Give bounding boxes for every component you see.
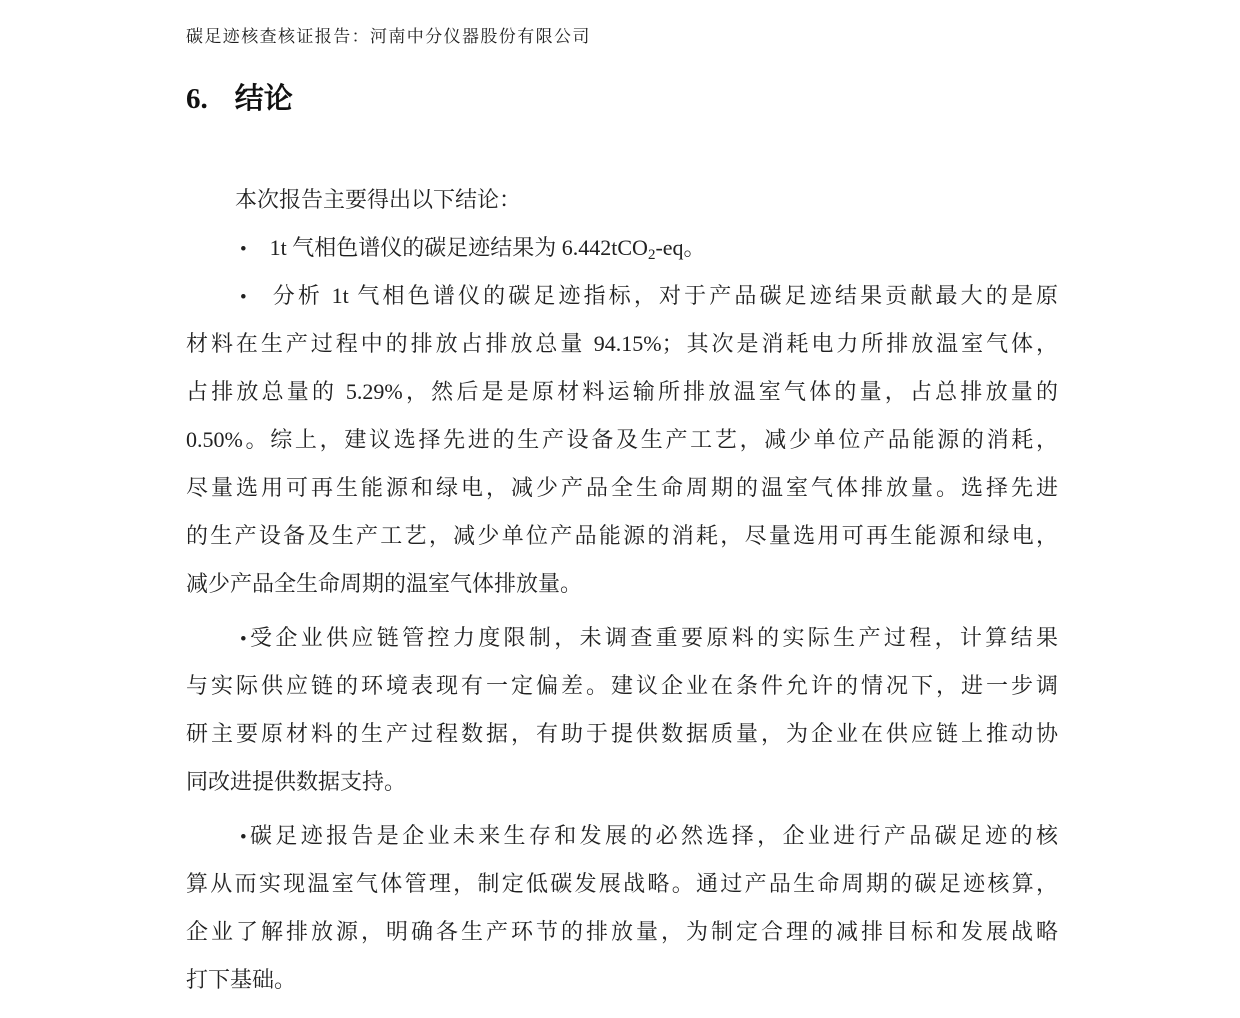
bullet-item-1-text-pre: 1t 气相色谱仪的碳足迹结果为 6.442tCO [269, 235, 648, 260]
paragraph-4-line-3: 企业了解排放源，明确各生产环节的排放量，为制定合理的减排目标和发展战略 [186, 919, 1058, 944]
paragraph-3-line-2: 与实际供应链的环境表现有一定偏差。建议企业在条件允许的情况下，进一步调 [186, 673, 1058, 698]
paragraph-4-line-4: 打下基础。 [186, 967, 297, 992]
heading-number: 6. [186, 83, 208, 115]
bullet-item-2-line-5: 尽量选用可再生能源和绿电，减少产品全生命周期的温室气体排放量。选择先进 [186, 475, 1058, 500]
paragraph-4-line-2: 算从而实现温室气体管理，制定低碳发展战略。通过产品生命周期的碳足迹核算， [186, 871, 1058, 896]
bullet-icon: • [240, 629, 247, 650]
bullet-item-2-text: 分析 1t 气相色谱仪的碳足迹指标，对于产品碳足迹结果贡献最大的是原 [269, 283, 1058, 308]
paragraph-3-line-4: 同改进提供数据支持。 [186, 769, 407, 794]
bullet-icon: • [240, 827, 247, 848]
paragraph-3-text: 受企业供应链管控力度限制，未调查重要原料的实际生产过程，计算结果 [246, 625, 1058, 650]
bullet-item-2-line-2: 材料在生产过程中的排放占排放总量 94.15%；其次是消耗电力所排放温室气体， [186, 331, 1058, 356]
paragraph-4-text: 碳足迹报告是企业未来生存和发展的必然选择，企业进行产品碳足迹的核 [246, 823, 1058, 848]
bullet-item-2-line-3: 占排放总量的 5.29%，然后是是原材料运输所排放温室气体的量，占总排放量的 [186, 379, 1058, 404]
co2-subscript: 2 [647, 247, 656, 263]
paragraph-3-line-1 [186, 614, 1058, 662]
paragraph-3-line-3: 研主要原材料的生产过程数据，有助于提供数据质量，为企业在供应链上推动协 [186, 721, 1058, 746]
heading-title: 结论 [234, 83, 293, 115]
bullet-item-2-line-7: 减少产品全生命周期的温室气体排放量。 [186, 571, 583, 596]
bullet-item-2-line-1 [186, 272, 1058, 320]
bullet-icon: • [240, 239, 247, 260]
report-header: 碳足迹核查核证报告：河南中分仪器股份有限公司 [186, 27, 591, 46]
bullet-item-2-line-4: 0.50%。综上，建议选择先进的生产设备及生产工艺，减少单位产品能源的消耗， [186, 427, 1058, 452]
bullet-icon: • [240, 287, 247, 308]
bullet-item-1-text-post: -eq。 [655, 235, 706, 260]
bullet-item-1 [186, 224, 1058, 272]
intro-paragraph: 本次报告主要得出以下结论： [235, 187, 522, 212]
document-body [186, 176, 1058, 1004]
section-heading [186, 76, 293, 117]
bullet-item-2-line-6: 的生产设备及生产工艺，减少单位产品能源的消耗，尽量选用可再生能源和绿电， [186, 523, 1058, 548]
paragraph-4-line-1 [186, 812, 1058, 860]
